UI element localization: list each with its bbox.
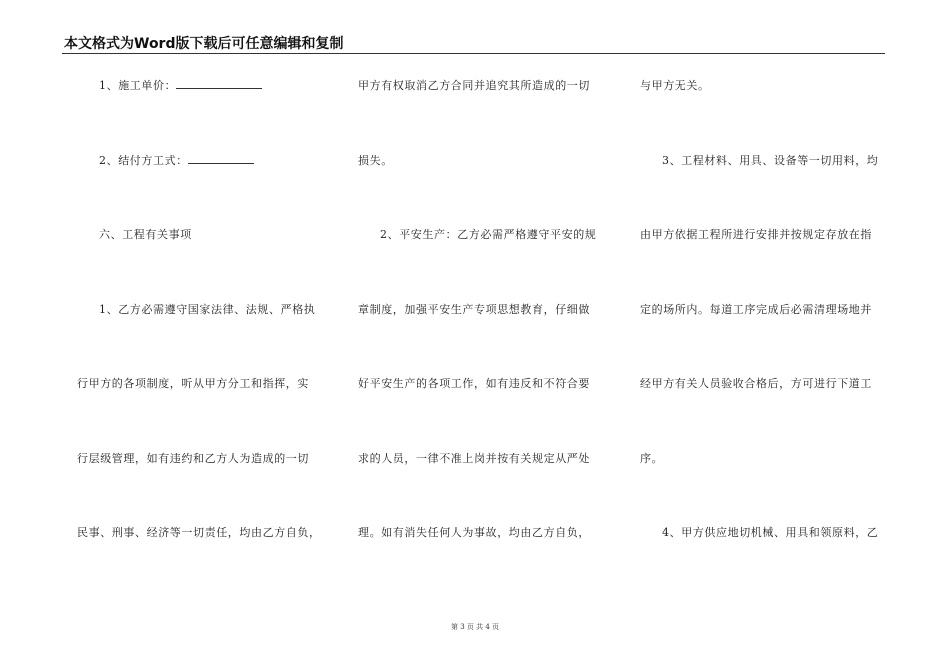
column-line <box>640 227 886 302</box>
column-line <box>77 153 327 228</box>
paragraph-text: 2、平安生产：乙方必需严格遵守平安的规 <box>380 228 597 241</box>
paragraph-text: 经甲方有关人员验收合格后，方可进行下道工 <box>640 377 872 390</box>
column-line <box>77 451 327 526</box>
paragraph-text: 民事、刑事、经济等一切责任，均由乙方自负， <box>77 526 321 539</box>
column-line <box>358 525 608 600</box>
payment-method-label: 2、结付方工式： <box>99 153 188 167</box>
column-line <box>358 376 608 451</box>
column-line <box>640 525 886 600</box>
paragraph-text: 1、乙方必需遵守国家法律、法规、严格执 <box>99 302 316 316</box>
section-heading: 六、工程有关事项 <box>99 228 192 241</box>
column-line <box>358 78 608 153</box>
column-line <box>358 451 608 526</box>
column-line <box>77 376 327 451</box>
paragraph-text: 好平安生产的各项工作，如有违反和不符合要 <box>358 377 590 390</box>
paragraph-text: 章制度，加强平安生产专项思想教育，仔细做 <box>358 302 590 316</box>
construction-price-blank <box>176 78 262 89</box>
text-column-1 <box>77 78 327 600</box>
column-line <box>640 302 886 377</box>
page-header-title: 本文格式为Word版下载后可任意编辑和复制 <box>64 36 344 52</box>
column-line <box>77 302 327 377</box>
paragraph-text: 损失。 <box>358 153 393 167</box>
paragraph-text: 甲方有权取消乙方合同并追究其所造成的一切 <box>358 79 590 92</box>
paragraph-text: 行层级管理，如有违约和乙方人为造成的一切 <box>77 451 309 465</box>
construction-price-label: 1、施工单价： <box>99 79 177 92</box>
paragraph-text: 理。如有消失任何人为事故，均由乙方自负， <box>358 526 590 539</box>
text-column-3 <box>640 78 886 600</box>
column-line <box>77 78 327 153</box>
payment-method-blank <box>188 153 254 164</box>
header-divider <box>62 53 885 54</box>
paragraph-text: 4、甲方供应地切机械、用具和领原料，乙 <box>662 526 879 539</box>
paragraph-text: 3、工程材料、用具、设备等一切用料，均 <box>662 153 879 167</box>
column-line <box>640 78 886 153</box>
column-line <box>358 302 608 377</box>
paragraph-text: 由甲方依据工程所进行安排并按规定存放在指 <box>640 228 872 241</box>
column-line <box>358 153 608 228</box>
column-line <box>77 525 327 600</box>
column-line <box>640 376 886 451</box>
column-line <box>640 451 886 526</box>
page-number-footer: 第 3 页 共 4 页 <box>450 623 500 631</box>
paragraph-text: 行甲方的各项制度，听从甲方分工和指挥，实 <box>77 377 309 390</box>
column-line <box>77 227 327 302</box>
text-column-2 <box>358 78 608 600</box>
paragraph-text: 定的场所内。每道工序完成后必需清理场地并 <box>640 302 872 316</box>
column-line <box>358 227 608 302</box>
column-line <box>640 153 886 228</box>
paragraph-text: 求的人员，一律不准上岗并按有关规定从严处 <box>358 451 590 465</box>
paragraph-text: 序。 <box>640 451 664 465</box>
paragraph-text: 与甲方无关。 <box>640 79 710 92</box>
